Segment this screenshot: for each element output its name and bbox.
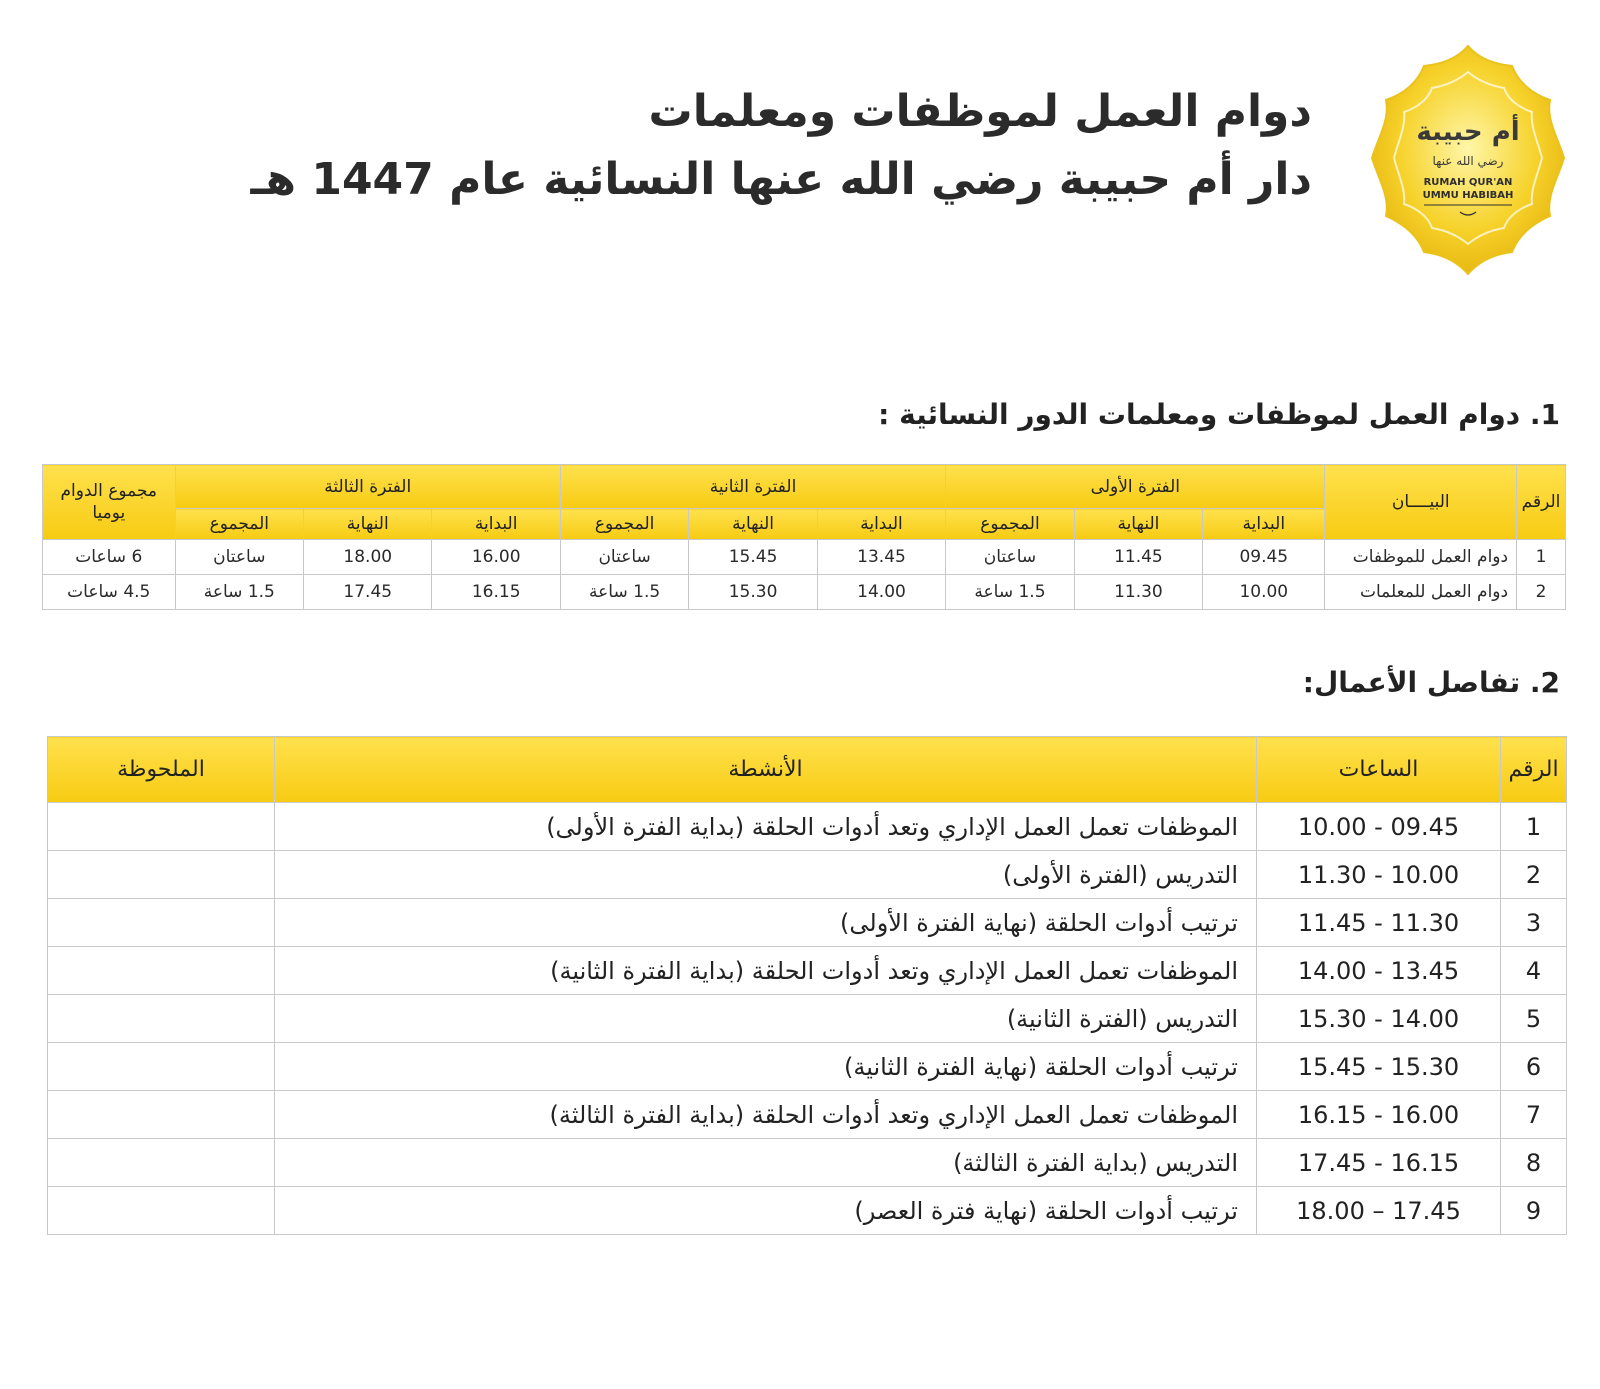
cell-num: 1 [1501,803,1567,851]
cell-daily: 6 ساعات [43,540,176,575]
table-row [48,1139,1567,1187]
cell-hours: 10.00 - 11.30 [1257,851,1501,899]
cell-p3-end: 18.00 [304,540,432,575]
cell-activity: ترتيب أدوات الحلقة (نهاية فترة العصر) [275,1187,1257,1235]
cell-p3-total: ساعتان [175,540,303,575]
title-line1: دوام العمل لموظفات ومعلمات [648,86,1312,137]
cell-activity: التدريس (الفترة الثانية) [275,995,1257,1043]
working-hours-table [42,464,1566,610]
header-p1-total: المجموع [946,509,1074,540]
cell-hours: 14.00 - 15.30 [1257,995,1501,1043]
cell-hours: 16.15 - 17.45 [1257,1139,1501,1187]
cell-daily: 4.5 ساعات [43,575,176,610]
cell-num: 6 [1501,1043,1567,1091]
cell-hours: 13.45 - 14.00 [1257,947,1501,995]
cell-label: دوام العمل للمعلمات [1325,575,1517,610]
cell-hours: 15.30 - 15.45 [1257,1043,1501,1091]
header-num: الرقم [1501,737,1567,803]
cell-activity: الموظفات تعمل العمل الإداري وتعد أدوات الحلقة (بداية الفترة الثالثة) [275,1091,1257,1139]
title-line2: دار أم حبيبة رضي الله عنها النسائية عام 1447 هـ [250,154,1312,205]
cell-p3-total: 1.5 ساعة [175,575,303,610]
section2-heading: 2. تفاصل الأعمال: [1302,666,1560,699]
cell-note [48,899,275,947]
cell-note [48,1139,275,1187]
logo-en-line2: UMMU HABIBAH [1422,190,1514,201]
cell-p1-start: 10.00 [1203,575,1325,610]
cell-activity: الموظفات تعمل العمل الإداري وتعد أدوات الحلقة (بداية الفترة الأولى) [275,803,1257,851]
table-row [43,540,1566,575]
cell-activity: التدريس (بداية الفترة الثالثة) [275,1139,1257,1187]
logo-name: أم حبيبة [1416,117,1520,147]
cell-activity: التدريس (الفترة الأولى) [275,851,1257,899]
header-period3: الفترة الثالثة [175,465,560,509]
cell-hours: 11.30 - 11.45 [1257,899,1501,947]
header-daily-total: مجموع الدوام يوميا [43,465,176,540]
cell-num: 1 [1517,540,1566,575]
cell-p3-start: 16.00 [432,540,560,575]
header-period1: الفترة الأولى [946,465,1325,509]
header-p1-start: البداية [1203,509,1325,540]
header-p1-end: النهاية [1074,509,1202,540]
header-num: الرقم [1517,465,1566,540]
cell-p2-end: 15.45 [689,540,817,575]
cell-p1-total: 1.5 ساعة [946,575,1074,610]
header-p2-total: المجموع [560,509,688,540]
header-period2: الفترة الثانية [560,465,945,509]
table-row [48,947,1567,995]
logo [1368,42,1568,278]
header-hours: الساعات [1257,737,1501,803]
cell-num: 9 [1501,1187,1567,1235]
cell-num: 4 [1501,947,1567,995]
cell-activity: ترتيب أدوات الحلقة (نهاية الفترة الأولى) [275,899,1257,947]
logo-emblem [1368,42,1568,278]
cell-hours: 16.00 - 16.15 [1257,1091,1501,1139]
cell-note [48,1187,275,1235]
cell-p1-end: 11.45 [1074,540,1202,575]
header-p3-start: البداية [432,509,560,540]
cell-p2-total: 1.5 ساعة [560,575,688,610]
cell-p3-start: 16.15 [432,575,560,610]
cell-label: دوام العمل للموظفات [1325,540,1517,575]
cell-num: 7 [1501,1091,1567,1139]
header-notes: الملحوظة [48,737,275,803]
logo-en-line1: RUMAH QUR'AN [1423,177,1513,188]
logo-subtitle: رضي الله عنها [1432,154,1504,168]
table-row [43,575,1566,610]
cell-p1-end: 11.30 [1074,575,1202,610]
cell-num: 2 [1517,575,1566,610]
cell-p2-start: 14.00 [817,575,945,610]
page-title [250,78,1312,214]
table-row [48,803,1567,851]
cell-hours: 17.45 – 18.00 [1257,1187,1501,1235]
activities-table [47,736,1567,1235]
header-p3-end: النهاية [304,509,432,540]
cell-p2-end: 15.30 [689,575,817,610]
cell-p1-total: ساعتان [946,540,1074,575]
cell-note [48,1043,275,1091]
table-row [48,1187,1567,1235]
cell-num: 8 [1501,1139,1567,1187]
cell-p1-start: 09.45 [1203,540,1325,575]
cell-note [48,1091,275,1139]
header-statement: البيــــان [1325,465,1517,540]
table-row [48,1091,1567,1139]
cell-p3-end: 17.45 [304,575,432,610]
cell-p2-total: ساعتان [560,540,688,575]
cell-activity: ترتيب أدوات الحلقة (نهاية الفترة الثانية) [275,1043,1257,1091]
cell-hours: 09.45 - 10.00 [1257,803,1501,851]
header-p2-start: البداية [817,509,945,540]
cell-num: 5 [1501,995,1567,1043]
header-p3-total: المجموع [175,509,303,540]
cell-activity: الموظفات تعمل العمل الإداري وتعد أدوات الحلقة (بداية الفترة الثانية) [275,947,1257,995]
section1-heading: 1. دوام العمل لموظفات ومعلمات الدور النسائية : [878,398,1560,431]
cell-note [48,995,275,1043]
table-row [48,851,1567,899]
cell-p2-start: 13.45 [817,540,945,575]
cell-note [48,947,275,995]
header-activities: الأنشطة [275,737,1257,803]
cell-num: 3 [1501,899,1567,947]
cell-num: 2 [1501,851,1567,899]
cell-note [48,851,275,899]
table-row [48,995,1567,1043]
table-row [48,899,1567,947]
cell-note [48,803,275,851]
header-p2-end: النهاية [689,509,817,540]
table-row [48,1043,1567,1091]
